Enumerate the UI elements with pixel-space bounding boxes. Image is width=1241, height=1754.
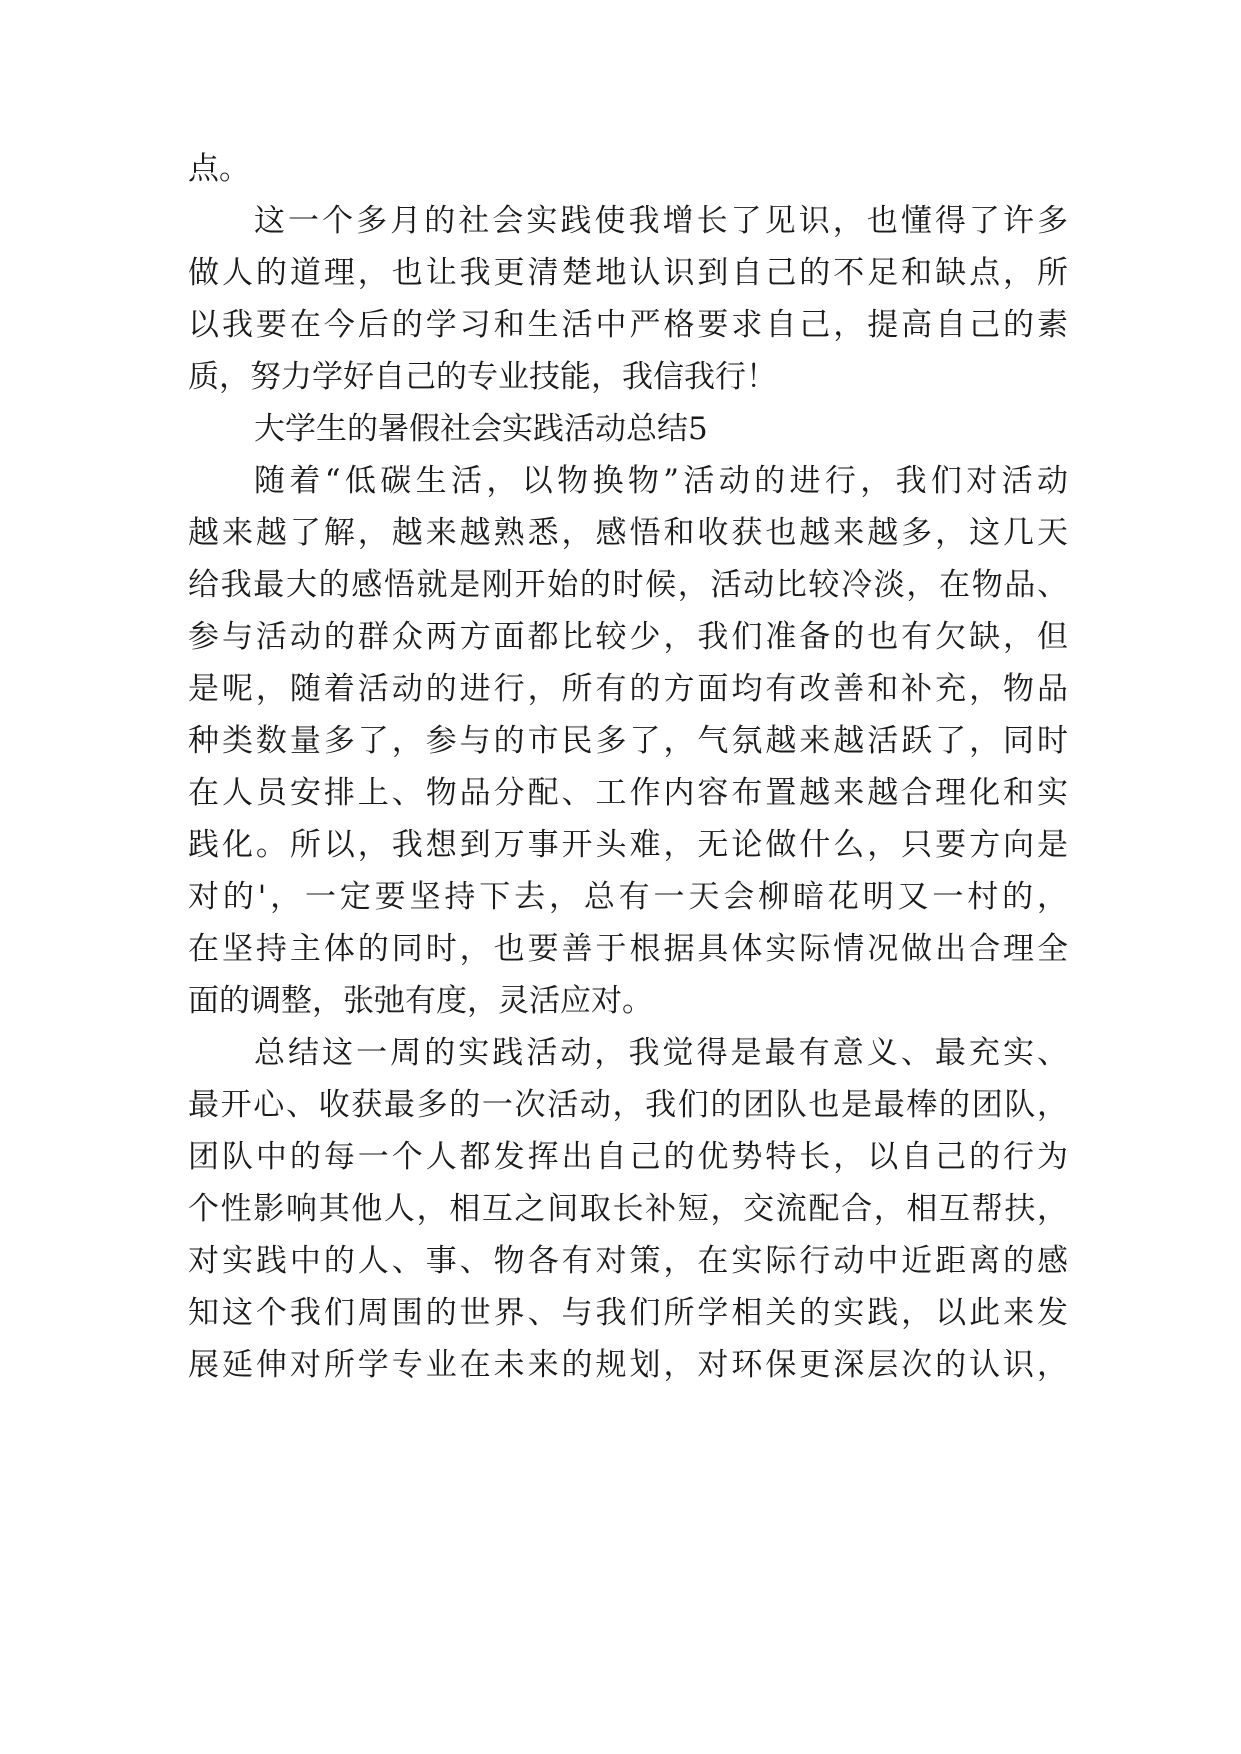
text-line: 面的调整，张弛有度，灵活应对。 bbox=[188, 983, 653, 1019]
text-line: 以我要在今后的学习和生活中严格要求自己，提高自己的素 bbox=[188, 307, 1068, 343]
text-line: 最开心、收获最多的一次活动，我们的团队也是最棒的团队， bbox=[188, 1087, 1068, 1123]
text-line: 在坚持主体的同时，也要善于根据具体实际情况做出合理全 bbox=[188, 931, 1068, 967]
text-line: 种类数量多了，参与的市民多了，气氛越来越活跃了，同时 bbox=[188, 723, 1068, 759]
text-line: 质，努力学好自己的专业技能，我信我行！ bbox=[188, 359, 777, 395]
text-line: 是呢，随着活动的进行，所有的方面均有改善和补充，物品 bbox=[188, 671, 1068, 707]
paragraph-first-line: 随着“低碳生活，以物换物”活动的进行，我们对活动 bbox=[254, 463, 1068, 499]
text-line: 给我最大的感悟就是刚开始的时候，活动比较冷淡，在物品、 bbox=[188, 567, 1068, 603]
text-line: 做人的道理，也让我更清楚地认识到自己的不足和缺点，所 bbox=[188, 255, 1068, 291]
text-line: 知这个我们周围的世界、与我们所学相关的实践，以此来发 bbox=[188, 1295, 1068, 1331]
paragraph-first-line: 总结这一周的实践活动，我觉得是最有意义、最充实、 bbox=[254, 1035, 1068, 1071]
text-line: 在人员安排上、物品分配、工作内容布置越来越合理化和实 bbox=[188, 775, 1068, 811]
text-line: 对的'，一定要坚持下去，总有一天会柳暗花明又一村的， bbox=[188, 879, 1068, 915]
text-line: 践化。所以，我想到万事开头难，无论做什么，只要方向是 bbox=[188, 827, 1068, 863]
paragraph-first-line: 这一个多月的社会实践使我增长了见识，也懂得了许多 bbox=[254, 203, 1068, 239]
section-heading: 大学生的暑假社会实践活动总结5 bbox=[254, 411, 708, 447]
text-line: 个性影响其他人，相互之间取长补短，交流配合，相互帮扶， bbox=[188, 1191, 1068, 1227]
text-line: 点。 bbox=[188, 151, 250, 187]
text-line: 对实践中的人、事、物各有对策，在实际行动中近距离的感 bbox=[188, 1243, 1068, 1279]
text-line: 团队中的每一个人都发挥出自己的优势特长，以自己的行为 bbox=[188, 1139, 1068, 1175]
text-line: 越来越了解，越来越熟悉，感悟和收获也越来越多，这几天 bbox=[188, 515, 1068, 551]
text-line: 展延伸对所学专业在未来的规划，对环保更深层次的认识， bbox=[188, 1347, 1068, 1383]
text-line: 参与活动的群众两方面都比较少，我们准备的也有欠缺，但 bbox=[188, 619, 1068, 655]
